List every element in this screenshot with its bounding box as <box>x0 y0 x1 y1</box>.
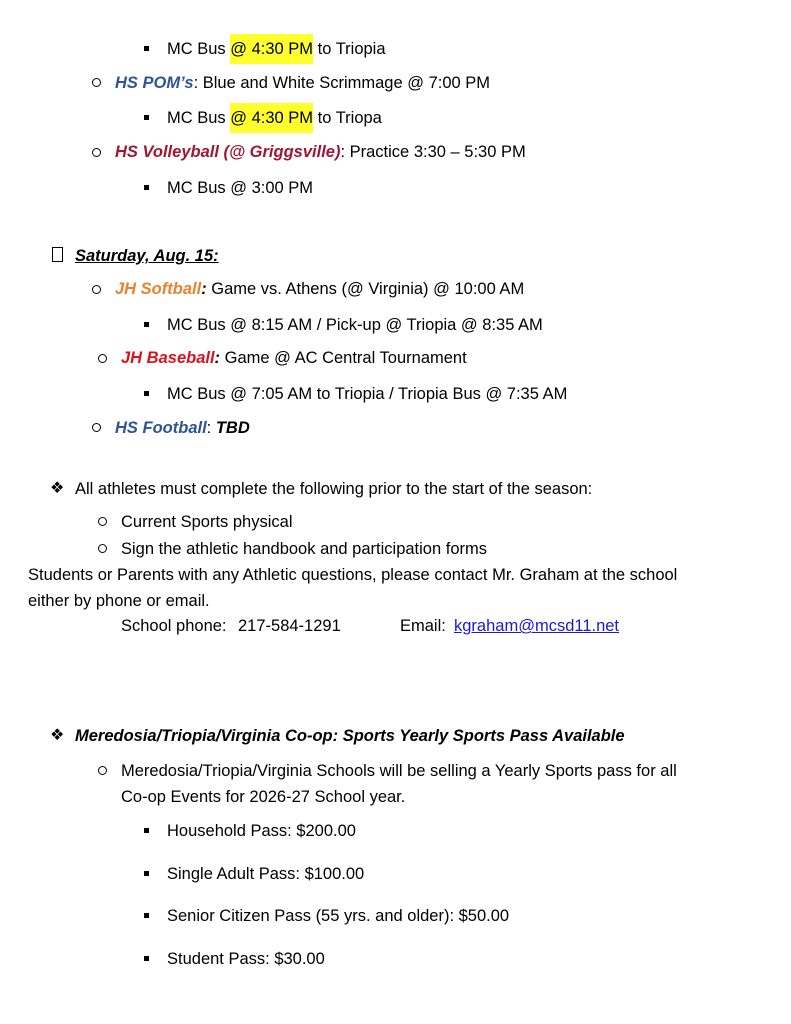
pass-item: Single Adult Pass: $100.00 <box>167 865 365 883</box>
team-name: HS Football <box>115 419 207 437</box>
phone-label: School phone: <box>121 617 227 635</box>
bus-info-line: MC Bus @ 4:30 PM to Triopa <box>167 108 382 128</box>
square-bullet-icon <box>144 828 149 833</box>
sports-pass-heading: Meredosia/Triopia/Virginia Co-op: Sports Yearly Sports Pass Available <box>75 727 625 745</box>
square-bullet-icon <box>144 185 149 190</box>
contact-text-line1: Students or Parents with any Athletic questions, please contact Mr. Graham at the school <box>28 566 678 584</box>
diamond-bullet-icon: ❖ <box>50 480 65 497</box>
team-name: JH Baseball <box>121 349 215 367</box>
square-bullet-icon <box>144 913 149 918</box>
circle-bullet-icon <box>98 354 107 363</box>
sports-pass-desc-line1: Meredosia/Triopia/Virginia Schools will be selling a Yearly Sports pass for all <box>121 762 677 780</box>
square-bullet-icon <box>144 46 149 51</box>
email-link[interactable]: kgraham@mcsd11.net <box>454 617 620 635</box>
pass-item: Senior Citizen Pass (55 yrs. and older): $50.00 <box>167 907 510 925</box>
team-name: JH Softball <box>115 280 202 298</box>
circle-bullet-icon <box>92 148 101 157</box>
time-highlight: @ 4:30 PM <box>230 34 313 64</box>
circle-bullet-icon <box>92 423 101 432</box>
bus-info-line: MC Bus @ 4:30 PM to Triopia <box>167 39 386 59</box>
time-highlight: @ 4:30 PM <box>230 103 313 133</box>
circle-bullet-icon <box>98 544 107 553</box>
square-bullet-icon <box>144 871 149 876</box>
hs-football-event: HS Football: TBD <box>115 419 250 437</box>
square-bullet-icon <box>144 956 149 961</box>
day-heading: Saturday, Aug. 15: <box>75 247 219 265</box>
diamond-bullet-icon: ❖ <box>50 727 65 744</box>
circle-bullet-icon <box>98 766 107 775</box>
school-phone: 217-584-1291 <box>238 617 341 635</box>
jh-baseball-event: JH Baseball: Game @ AC Central Tournament <box>121 349 467 367</box>
bus-info-line: MC Bus @ 8:15 AM / Pick-up @ Triopia @ 8:35 AM <box>167 316 543 334</box>
requirement-item: Current Sports physical <box>121 513 293 531</box>
circle-bullet-icon <box>98 517 107 526</box>
team-name: HS POM’s <box>115 74 194 92</box>
bus-info-line: MC Bus @ 3:00 PM <box>167 179 314 197</box>
requirement-item: Sign the athletic handbook and participation forms <box>121 540 487 558</box>
bus-info-line: MC Bus @ 7:05 AM to Triopia / Triopia Bus @ 7:35 AM <box>167 385 568 403</box>
team-name: HS Volleyball (@ Griggsville) <box>115 143 341 161</box>
checkbox-bullet-icon <box>52 247 63 262</box>
hs-poms-event: HS POM’s: Blue and White Scrimmage @ 7:00 PM <box>115 74 491 92</box>
square-bullet-icon <box>144 391 149 396</box>
sports-pass-desc-line2: Co-op Events for 2026-27 School year. <box>121 788 406 806</box>
requirements-heading: All athletes must complete the following prior to the start of the season: <box>75 480 593 498</box>
hs-volleyball-event: HS Volleyball (@ Griggsville): Practice 3:30 – 5:30 PM <box>115 143 526 161</box>
circle-bullet-icon <box>92 78 101 87</box>
pass-item: Student Pass: $30.00 <box>167 950 325 968</box>
jh-softball-event: JH Softball: Game vs. Athens (@ Virginia) @ 10:00 AM <box>115 280 525 298</box>
email-label: Email: <box>400 617 446 635</box>
circle-bullet-icon <box>92 285 101 294</box>
contact-text-line2: either by phone or email. <box>28 592 210 610</box>
square-bullet-icon <box>144 322 149 327</box>
square-bullet-icon <box>144 115 149 120</box>
pass-item: Household Pass: $200.00 <box>167 822 356 840</box>
